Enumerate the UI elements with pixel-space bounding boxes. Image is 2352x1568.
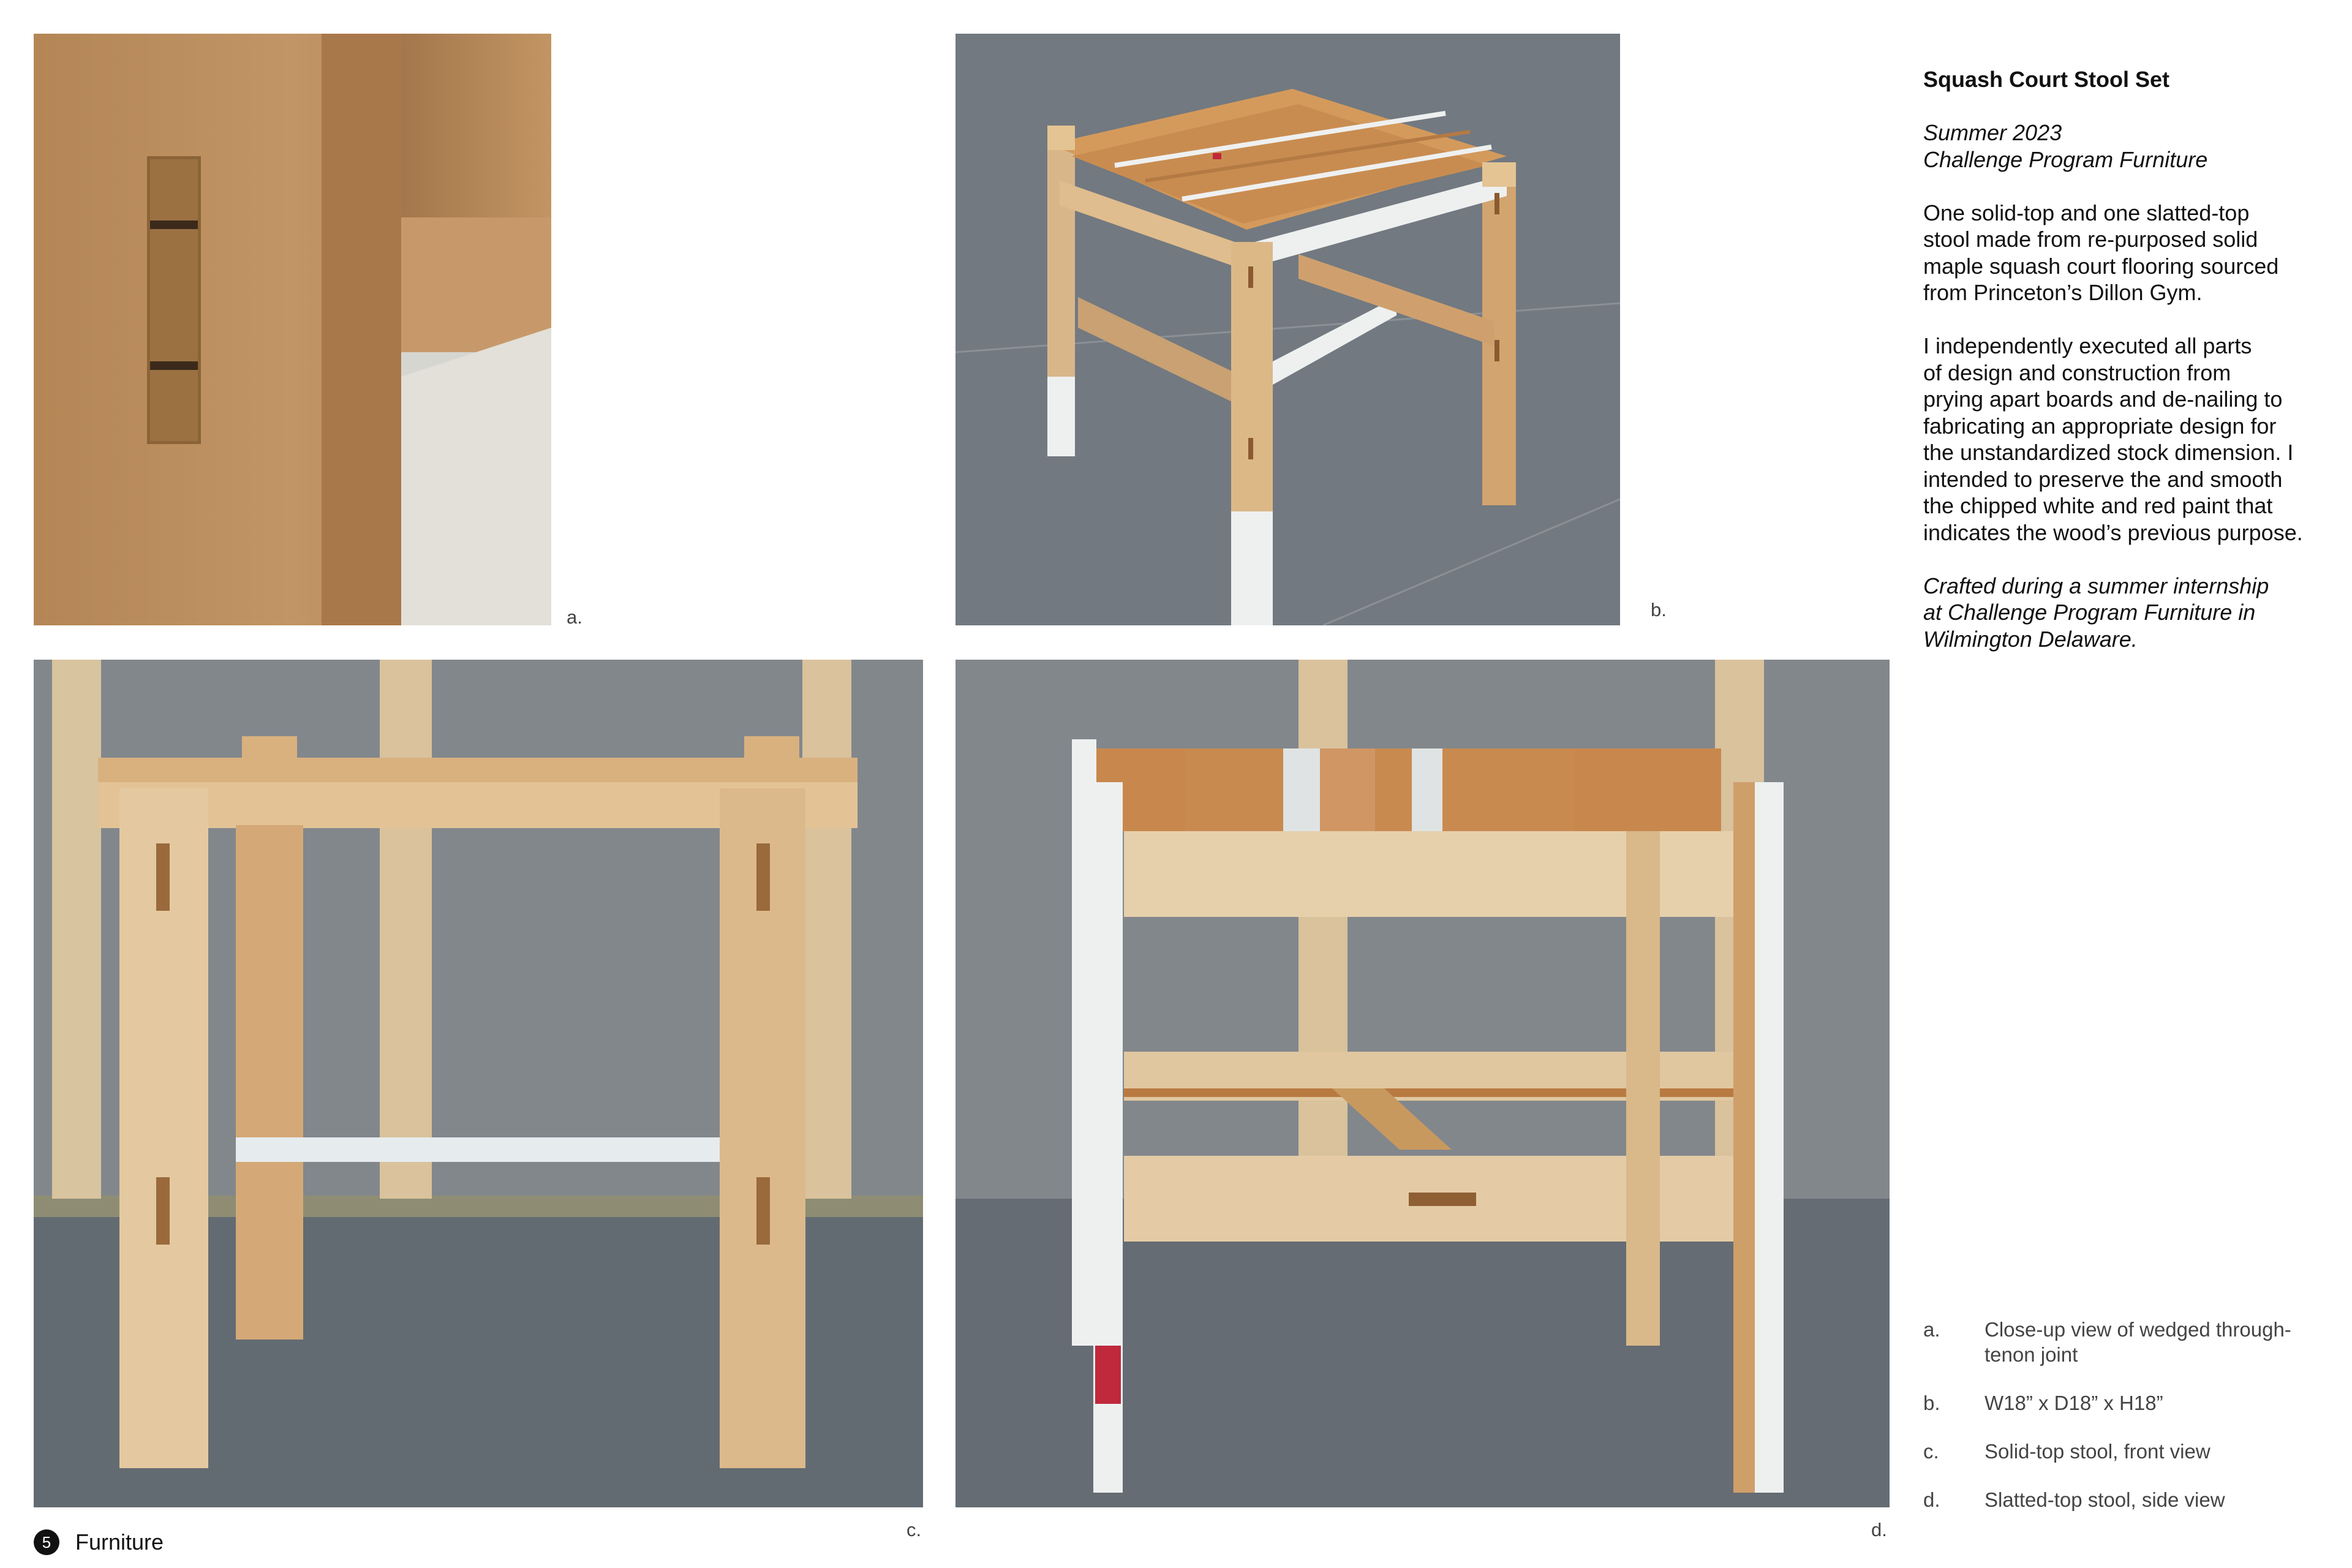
process-line: I independently executed all parts bbox=[1923, 333, 2252, 358]
caption-value bbox=[1985, 1317, 2328, 1367]
process-line: fabricating an appropriate design for bbox=[1923, 413, 2277, 439]
process-line: of design and construction from bbox=[1923, 360, 2231, 385]
photo-b-slatted-stool bbox=[956, 34, 1620, 625]
credit-line: Crafted during a summer internship bbox=[1923, 573, 2269, 598]
caption-key: b. bbox=[1923, 1392, 1940, 1414]
project-description bbox=[1923, 200, 2328, 306]
caption-key: d. bbox=[1923, 1488, 1940, 1511]
caption-key: c. bbox=[1923, 1440, 1939, 1463]
photo-c-solid-top-stool bbox=[34, 660, 923, 1507]
project-date: Summer 2023 bbox=[1923, 120, 2062, 145]
project-credit bbox=[1923, 573, 2328, 653]
section-label: Furniture bbox=[75, 1529, 164, 1555]
caption-line: Close-up view of wedged through- bbox=[1985, 1318, 2291, 1341]
project-title: Squash Court Stool Set bbox=[1923, 67, 2170, 92]
description-line: One solid-top and one slatted-top bbox=[1923, 200, 2250, 225]
project-meta bbox=[1923, 119, 2328, 173]
photo-c-letter: c. bbox=[907, 1519, 922, 1540]
process-line: indicates the wood’s previous purpose. bbox=[1923, 519, 2303, 545]
photo-a-letter: a. bbox=[567, 606, 582, 628]
photo-d-slatted-stool-side bbox=[956, 660, 1890, 1507]
process-line: prying apart boards and de-nailing to bbox=[1923, 386, 2283, 412]
process-line: the chipped white and red paint that bbox=[1923, 493, 2273, 518]
photo-captions bbox=[1923, 1317, 2328, 1536]
caption-key: a. bbox=[1923, 1318, 1940, 1341]
caption-value: Slatted-top stool, side view bbox=[1985, 1488, 2225, 1511]
project-program: Challenge Program Furniture bbox=[1923, 146, 2208, 172]
credit-line: at Challenge Program Furniture in bbox=[1923, 600, 2256, 625]
process-line: intended to preserve the and smooth bbox=[1923, 466, 2283, 492]
credit-line: Wilmington Delaware. bbox=[1923, 626, 2138, 652]
caption-line: tenon joint bbox=[1985, 1343, 2078, 1366]
caption-value: Solid-top stool, front view bbox=[1985, 1440, 2211, 1463]
caption-b bbox=[1923, 1390, 2328, 1415]
photo-b-letter: b. bbox=[1651, 599, 1667, 620]
photo-d-letter: d. bbox=[1871, 1519, 1887, 1540]
description-line: maple squash court flooring sourced bbox=[1923, 253, 2279, 279]
page-number-badge: 5 bbox=[34, 1529, 59, 1555]
caption-value: W18” x D18” x H18” bbox=[1985, 1392, 2163, 1414]
description-line: from Princeton’s Dillon Gym. bbox=[1923, 280, 2203, 305]
project-text bbox=[1923, 66, 2328, 679]
caption-c bbox=[1923, 1439, 2328, 1464]
photo-a-tenon-closeup bbox=[34, 34, 551, 625]
description-line: stool made from re-purposed solid bbox=[1923, 227, 2258, 252]
project-process bbox=[1923, 333, 2328, 546]
process-line: the unstandardized stock dimension. I bbox=[1923, 440, 2294, 465]
caption-a bbox=[1923, 1317, 2328, 1367]
caption-d bbox=[1923, 1487, 2328, 1512]
page-footer bbox=[34, 1529, 164, 1555]
